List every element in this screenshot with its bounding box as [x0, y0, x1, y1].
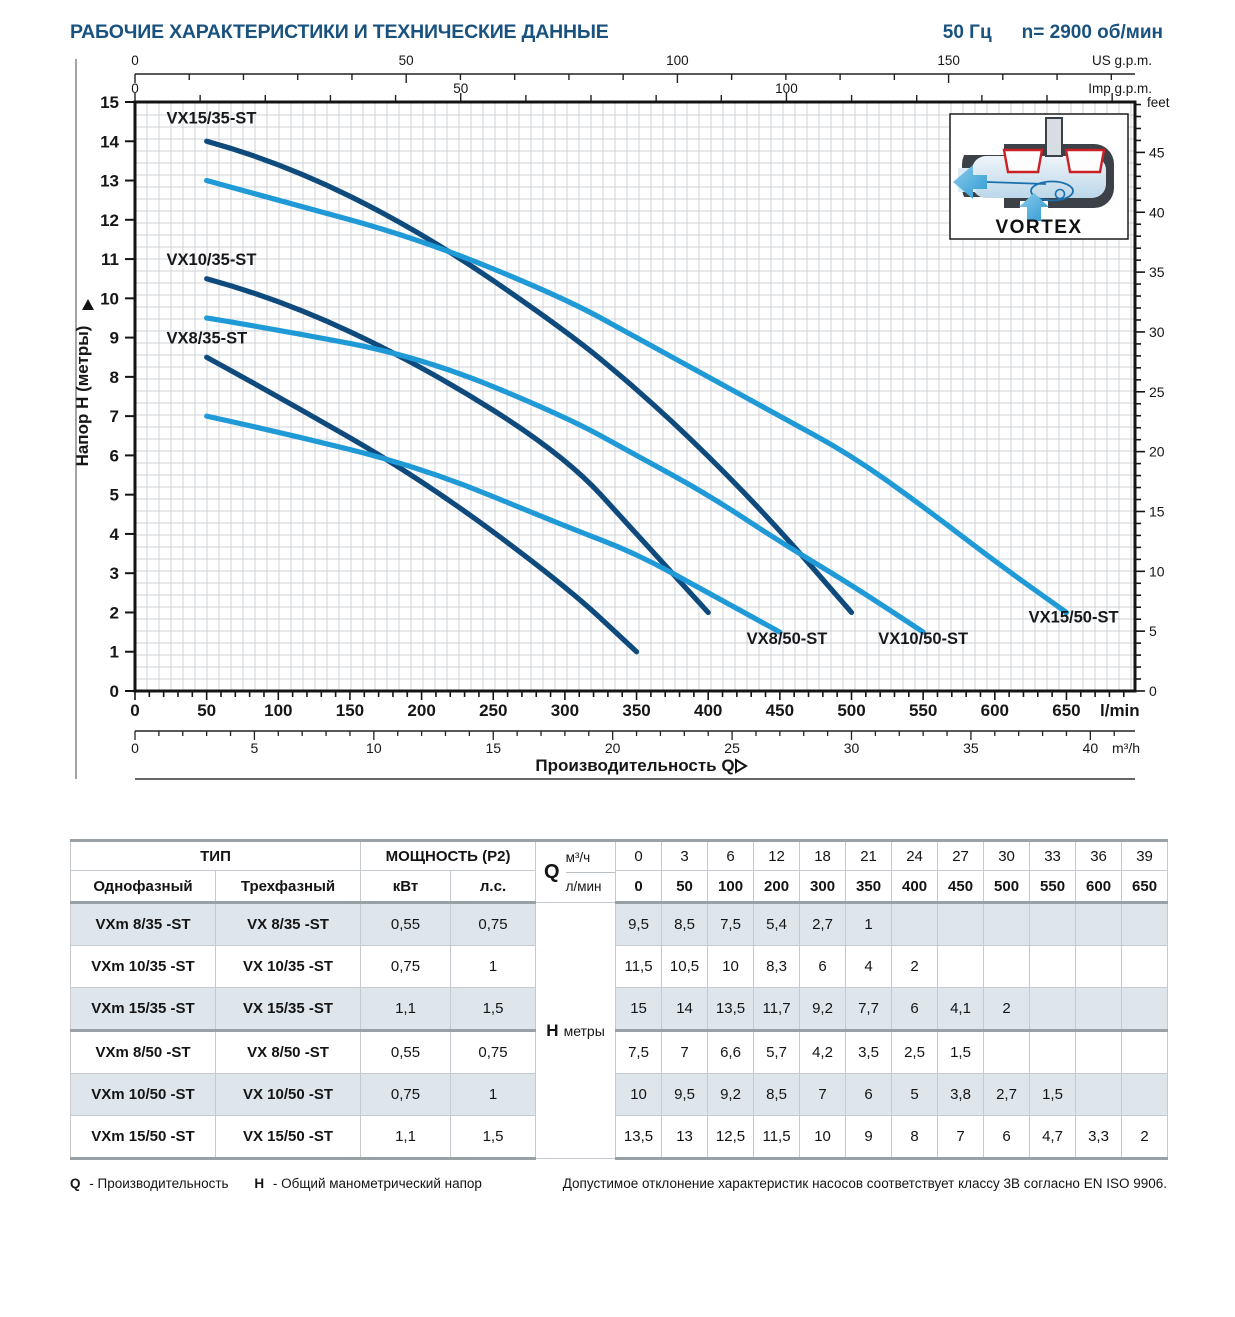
flow-lmin-header: 0 — [616, 871, 662, 903]
model-single-phase: VXm 8/35 -ST — [71, 903, 216, 946]
head-value: 2,5 — [892, 1031, 938, 1074]
head-value — [1076, 903, 1122, 946]
header-specs — [943, 22, 1163, 44]
legend-note — [70, 1176, 487, 1191]
flow-m3h-header: 33 — [1030, 841, 1076, 871]
imp-gpm-tick-label: 0 — [131, 81, 139, 96]
curve-label-VX8/35-ST: VX8/35-ST — [166, 329, 248, 348]
head-value — [938, 946, 984, 988]
feet-tick-label: 40 — [1149, 204, 1165, 221]
m3h-tick-label: 35 — [963, 740, 979, 756]
head-m-tick-label: 14 — [100, 132, 119, 152]
lmin-tick-label: 350 — [622, 701, 651, 720]
head-value — [1076, 946, 1122, 988]
power-kw: 0,55 — [361, 903, 451, 946]
head-value: 6,6 — [708, 1031, 754, 1074]
x-axis-title: Производительность Q — [535, 756, 735, 775]
head-value: 2 — [892, 946, 938, 988]
curve-label-VX10/35-ST: VX10/35-ST — [166, 250, 257, 269]
head-m-tick-label: 3 — [109, 564, 119, 584]
model-single-phase: VXm 15/35 -ST — [71, 988, 216, 1031]
head-m-tick-label: 2 — [109, 603, 119, 623]
head-value: 6 — [984, 1116, 1030, 1159]
head-value: 7,5 — [708, 903, 754, 946]
feet-tick-label: 20 — [1149, 443, 1165, 460]
vortex-shaft — [1046, 118, 1062, 156]
vortex-inset — [950, 114, 1128, 239]
flow-m3h-header: 39 — [1122, 841, 1168, 871]
lmin-tick-label: 650 — [1052, 701, 1081, 720]
page-header — [0, 0, 1235, 44]
flow-m3h-header: 24 — [892, 841, 938, 871]
performance-chart — [0, 44, 1235, 789]
legend-h-text: - Общий манометрический напор — [272, 1176, 482, 1191]
head-value — [892, 903, 938, 946]
lmin-tick-label: 550 — [908, 701, 938, 720]
power-kw: 1,1 — [361, 988, 451, 1031]
m3h-tick-label: 25 — [724, 740, 740, 756]
vortex-inset-label: VORTEX — [995, 217, 1083, 238]
power-hp: 1 — [451, 946, 536, 988]
feet-tick-label: 5 — [1149, 623, 1157, 640]
power-kw: 0,75 — [361, 1074, 451, 1116]
lmin-tick-label: 600 — [980, 701, 1009, 720]
flow-m3h-header: 18 — [800, 841, 846, 871]
flow-lmin-header: 450 — [938, 871, 984, 903]
imp-gpm-tick-label: 50 — [453, 81, 469, 96]
head-value: 2,7 — [984, 1074, 1030, 1116]
head-value — [1122, 1031, 1168, 1074]
col-group-flow — [536, 841, 616, 903]
flow-lmin-header: 600 — [1076, 871, 1122, 903]
head-value: 8,5 — [662, 903, 708, 946]
head-value: 10,5 — [662, 946, 708, 988]
curve-label-VX15/35-ST: VX15/35-ST — [166, 109, 257, 128]
speed-value: n= 2900 об/мин — [1021, 22, 1163, 43]
head-symbol: H — [546, 1020, 559, 1040]
head-m-tick-label: 11 — [101, 250, 119, 270]
head-value — [1122, 903, 1168, 946]
power-hp: 1,5 — [451, 1116, 536, 1159]
head-m-tick-label: 15 — [100, 93, 119, 112]
head-value: 7,5 — [616, 1031, 662, 1074]
power-hp: 0,75 — [451, 1031, 536, 1074]
head-value: 1,5 — [938, 1031, 984, 1074]
y-axis-title: Напор H (метры) — [73, 325, 92, 467]
tolerance-note: Допустимое отклонение характеристик насосов соответствует классу 3B согласно EN ISO 9906. — [562, 1176, 1167, 1191]
head-value: 3,3 — [1076, 1116, 1122, 1159]
power-hp: 1,5 — [451, 988, 536, 1031]
head-value — [1030, 988, 1076, 1031]
head-value: 3,8 — [938, 1074, 984, 1116]
flow-symbol: Q — [544, 860, 560, 883]
head-value: 7 — [938, 1116, 984, 1159]
flow-lmin-header: 100 — [708, 871, 754, 903]
feet-tick-label: 15 — [1149, 503, 1165, 520]
head-value — [984, 946, 1030, 988]
head-value: 13,5 — [616, 1116, 662, 1159]
head-value — [1122, 946, 1168, 988]
head-value: 4,1 — [938, 988, 984, 1031]
head-value: 4,2 — [800, 1031, 846, 1074]
head-value: 7 — [662, 1031, 708, 1074]
head-value: 6 — [846, 1074, 892, 1116]
head-value: 9 — [846, 1116, 892, 1159]
col-three-phase: Трехфазный — [216, 871, 361, 903]
flow-m3h-header: 30 — [984, 841, 1030, 871]
us-gpm-unit-label: US g.p.m. — [1091, 53, 1152, 68]
head-value — [1122, 988, 1168, 1031]
flow-m3h-header: 3 — [662, 841, 708, 871]
head-unit: метры — [563, 1022, 605, 1039]
head-value: 4,7 — [1030, 1116, 1076, 1159]
flow-lmin-header: 50 — [662, 871, 708, 903]
table-row — [71, 1074, 1168, 1116]
model-three-phase: VX 10/50 -ST — [216, 1074, 361, 1116]
x-axis-arrow-icon — [736, 760, 746, 772]
head-value: 8,3 — [754, 946, 800, 988]
power-hp: 0,75 — [451, 903, 536, 946]
head-value: 1 — [846, 903, 892, 946]
feet-tick-label: 35 — [1149, 264, 1165, 281]
head-value: 8,5 — [754, 1074, 800, 1116]
power-kw: 0,55 — [361, 1031, 451, 1074]
head-value: 12,5 — [708, 1116, 754, 1159]
curve-label-VX10/50-ST: VX10/50-ST — [878, 629, 969, 648]
m3h-unit-label: m³/h — [1112, 740, 1140, 756]
vortex-casing-step-bottom — [962, 197, 1004, 208]
model-three-phase: VX 15/35 -ST — [216, 988, 361, 1031]
lmin-tick-label: 200 — [407, 701, 436, 720]
legend-h-symbol: H — [254, 1176, 265, 1191]
head-value — [1076, 1031, 1122, 1074]
table-row — [71, 1116, 1168, 1159]
flow-lmin-header: 200 — [754, 871, 800, 903]
m3h-tick-label: 40 — [1082, 740, 1099, 756]
flow-lmin-header: 500 — [984, 871, 1030, 903]
spec-table-section — [70, 839, 1235, 1160]
lmin-unit-label: l/min — [1100, 701, 1140, 720]
head-value — [1076, 988, 1122, 1031]
head-value: 2 — [984, 988, 1030, 1031]
model-three-phase: VX 8/35 -ST — [216, 903, 361, 946]
us-gpm-tick-label: 150 — [937, 53, 960, 68]
head-m-tick-label: 1 — [109, 642, 119, 662]
model-three-phase: VX 15/50 -ST — [216, 1116, 361, 1159]
head-value: 14 — [662, 988, 708, 1031]
head-value: 5,7 — [754, 1031, 800, 1074]
head-m-tick-label: 8 — [109, 367, 119, 387]
head-value — [1030, 1031, 1076, 1074]
table-row — [71, 988, 1168, 1031]
pump-data-table — [70, 839, 1168, 1160]
page-title: РАБОЧИЕ ХАРАКТЕРИСТИКИ И ТЕХНИЧЕСКИЕ ДАННЫЕ — [70, 21, 609, 43]
head-value — [1122, 1074, 1168, 1116]
power-hp: 1 — [451, 1074, 536, 1116]
head-value: 4 — [846, 946, 892, 988]
page-footer — [70, 1176, 1167, 1191]
lmin-tick-label: 250 — [479, 701, 508, 720]
head-value — [984, 903, 1030, 946]
head-value — [1030, 903, 1076, 946]
head-value: 1,5 — [1030, 1074, 1076, 1116]
head-value: 9,5 — [616, 903, 662, 946]
m3h-tick-label: 30 — [843, 740, 860, 756]
model-single-phase: VXm 15/50 -ST — [71, 1116, 216, 1159]
model-single-phase: VXm 10/50 -ST — [71, 1074, 216, 1116]
legend-q-symbol: Q — [70, 1176, 81, 1191]
us-gpm-tick-label: 0 — [131, 53, 139, 68]
head-value: 7,7 — [846, 988, 892, 1031]
m3h-tick-label: 0 — [131, 740, 139, 756]
lmin-tick-label: 100 — [264, 701, 293, 720]
head-m-tick-label: 13 — [100, 171, 119, 191]
col-kw: кВт — [361, 871, 451, 903]
lmin-tick-label: 450 — [765, 701, 795, 720]
head-value: 9,2 — [800, 988, 846, 1031]
head-m-tick-label: 10 — [100, 289, 119, 309]
vortex-casing-step-top — [962, 144, 1004, 155]
flow-lmin-header: 550 — [1030, 871, 1076, 903]
head-m-tick-label: 0 — [109, 682, 119, 701]
imp-gpm-unit-label: Imp g.p.m. — [1088, 81, 1152, 96]
head-value — [1030, 946, 1076, 988]
head-value: 9,2 — [708, 1074, 754, 1116]
performance-chart-figure — [0, 44, 1235, 789]
m3h-tick-label: 20 — [604, 740, 621, 756]
head-value: 8 — [892, 1116, 938, 1159]
head-value: 6 — [892, 988, 938, 1031]
flow-lmin-header: 400 — [892, 871, 938, 903]
head-value: 3,5 — [846, 1031, 892, 1074]
head-value: 13 — [662, 1116, 708, 1159]
m3h-tick-label: 10 — [366, 740, 382, 756]
table-row — [71, 903, 1168, 946]
head-value: 5 — [892, 1074, 938, 1116]
head-value: 15 — [616, 988, 662, 1031]
head-value: 6 — [800, 946, 846, 988]
col-single-phase: Однофазный — [71, 871, 216, 903]
head-value: 10 — [800, 1116, 846, 1159]
head-m-tick-label: 4 — [109, 524, 119, 544]
head-value — [984, 1031, 1030, 1074]
lmin-tick-label: 400 — [694, 701, 723, 720]
curve-label-VX8/50-ST: VX8/50-ST — [746, 629, 828, 648]
flow-m3h-header: 21 — [846, 841, 892, 871]
head-value: 5,4 — [754, 903, 800, 946]
model-three-phase: VX 10/35 -ST — [216, 946, 361, 988]
head-value — [1076, 1074, 1122, 1116]
m3h-tick-label: 5 — [250, 740, 259, 756]
head-value: 11,5 — [754, 1116, 800, 1159]
feet-tick-label: 30 — [1149, 323, 1165, 340]
flow-m3h-header: 12 — [754, 841, 800, 871]
lmin-tick-label: 300 — [550, 701, 580, 720]
power-kw: 0,75 — [361, 946, 451, 988]
feet-tick-label: 0 — [1149, 683, 1157, 699]
head-value: 10 — [616, 1074, 662, 1116]
head-unit-cell — [536, 903, 616, 1159]
head-value: 13,5 — [708, 988, 754, 1031]
curve-VX8/35-ST — [207, 357, 637, 652]
flow-lmin-header: 650 — [1122, 871, 1168, 903]
us-gpm-tick-label: 100 — [666, 53, 689, 68]
legend-q-text: - Производительность — [89, 1176, 229, 1191]
imp-gpm-tick-label: 100 — [775, 81, 798, 96]
head-m-tick-label: 7 — [109, 407, 119, 427]
feet-unit-label: feet — [1147, 95, 1170, 110]
flow-m3h-header: 27 — [938, 841, 984, 871]
model-single-phase: VXm 10/35 -ST — [71, 946, 216, 988]
head-value: 10 — [708, 946, 754, 988]
us-gpm-tick-label: 50 — [398, 53, 414, 68]
flow-unit-m3h: м³/ч — [566, 844, 615, 873]
col-group-type: ТИП — [71, 841, 361, 871]
flow-unit-lmin: л/мин — [565, 878, 602, 894]
model-single-phase: VXm 8/50 -ST — [71, 1031, 216, 1074]
table-row — [71, 946, 1168, 988]
flow-m3h-header: 6 — [708, 841, 754, 871]
m3h-tick-label: 15 — [485, 740, 502, 756]
flow-lmin-header: 350 — [846, 871, 892, 903]
curve-VX15/50-ST — [207, 181, 1067, 613]
frequency-value: 50 Гц — [942, 22, 992, 43]
feet-tick-label: 45 — [1149, 144, 1165, 161]
lmin-tick-label: 0 — [130, 701, 140, 720]
flow-m3h-header: 36 — [1076, 841, 1122, 871]
lmin-tick-label: 150 — [335, 701, 365, 720]
head-value: 7 — [800, 1074, 846, 1116]
head-value: 2,7 — [800, 903, 846, 946]
col-hp: л.с. — [451, 871, 536, 903]
head-value: 11,7 — [754, 988, 800, 1031]
vortex-impeller-left-icon — [1004, 150, 1042, 172]
feet-tick-label: 10 — [1149, 563, 1165, 580]
head-value: 11,5 — [616, 946, 662, 988]
curve-label-VX15/50-ST: VX15/50-ST — [1028, 608, 1119, 627]
flow-m3h-header: 0 — [616, 841, 662, 871]
lmin-tick-label: 500 — [837, 701, 866, 720]
model-three-phase: VX 8/50 -ST — [216, 1031, 361, 1074]
vortex-impeller-right-icon — [1066, 150, 1104, 172]
head-m-tick-label: 9 — [109, 328, 119, 348]
head-m-tick-label: 12 — [100, 210, 119, 230]
head-value: 2 — [1122, 1116, 1168, 1159]
pump-curves — [207, 141, 1067, 651]
head-m-tick-label: 5 — [109, 485, 119, 505]
feet-tick-label: 25 — [1149, 383, 1165, 400]
lmin-tick-label: 50 — [197, 701, 217, 720]
head-m-tick-label: 6 — [109, 446, 119, 466]
table-row — [71, 1031, 1168, 1074]
flow-lmin-header: 300 — [800, 871, 846, 903]
y-axis-arrow-icon — [82, 299, 94, 310]
head-value: 9,5 — [662, 1074, 708, 1116]
head-value — [938, 903, 984, 946]
power-kw: 1,1 — [361, 1116, 451, 1159]
col-group-power: МОЩНОСТЬ (P2) — [361, 841, 536, 871]
